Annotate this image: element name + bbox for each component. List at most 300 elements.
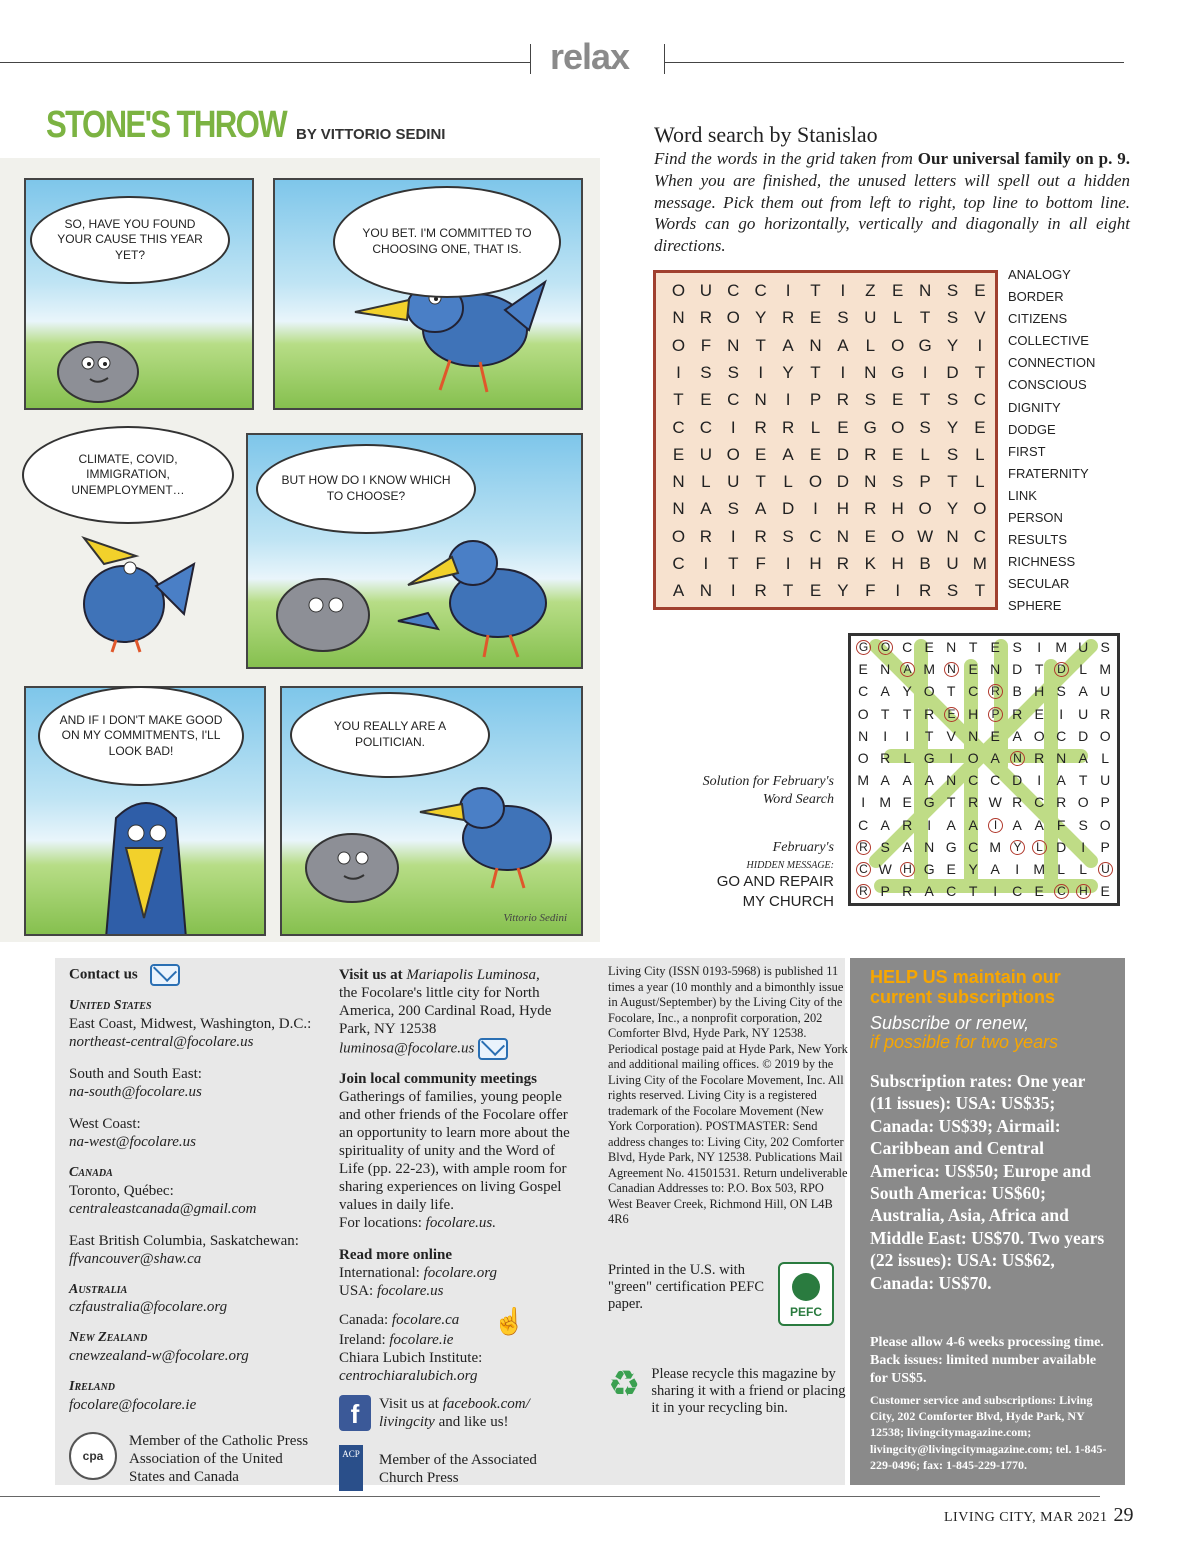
solution-letter-text: O [857,750,869,766]
solution-letter [921,660,937,679]
solution-letter [1031,816,1047,835]
solution-letter-text: N [924,838,935,855]
website-link[interactable]: centrochiaralubich.org [339,1368,478,1385]
solution-letter [921,638,937,657]
solution-letter-text: H [1076,884,1091,899]
solution-letter-text: U [1098,862,1113,877]
grid-letter: E [809,581,822,601]
solution-letter [1009,727,1025,746]
grid-letter: A [782,335,794,355]
word-list-item: LINK [1008,487,1037,503]
solution-letter-text: T [1034,661,1044,678]
grid-letter: I [730,526,736,546]
solution-label: Solution for February's Word Search [702,774,834,808]
solution-letter-text: N [946,772,957,789]
grid-letter: D [946,362,959,382]
solution-letter-text: A [1078,750,1088,766]
solution-letter [899,749,915,768]
solution-letter-text: N [944,662,959,677]
solution-letter-circled [899,860,915,879]
grid-letter: R [781,308,795,328]
solution-letter-text: D [1012,661,1023,678]
grid-letter: O [808,472,823,492]
solution-letter [1075,793,1091,812]
grid-letter: C [973,390,987,410]
solution-letter-text: A [880,772,890,789]
online-label: Canada: [339,1312,389,1328]
grid-letter: I [785,554,791,573]
facebook-tail: and like us! [438,1414,509,1431]
solution-letter [921,705,937,724]
solution-letter [1097,816,1113,835]
grid-letter: T [673,390,684,410]
solution-letter-circled [1031,838,1047,857]
solution-letter [877,749,893,768]
word-list-item: RESULTS [1008,532,1067,548]
grid-letter: R [754,581,767,601]
grid-letter: G [863,417,877,437]
solution-letter-text: O [878,640,893,655]
email-link[interactable]: focolare@focolare.ie [69,1396,197,1413]
solution-letter [987,660,1003,679]
grid-letter: O [891,526,905,546]
facebook-link[interactable]: facebook.com/ livingcity [379,1396,530,1431]
solution-letter-text: Y [902,683,912,700]
solution-letter [1009,705,1025,724]
grid-letter: R [699,526,713,546]
grid-letter: Y [837,581,849,601]
grid-letter: I [676,362,681,382]
website-link[interactable]: focolare.ie [389,1332,454,1349]
solution-letter-text: P [880,883,890,900]
solution-letter-text: C [856,862,871,877]
publication-column [608,964,848,1418]
grid-letter: K [864,554,876,573]
solution-letter-circled [1053,882,1069,901]
grid-letter: D [836,444,850,464]
solution-letter [1031,749,1047,768]
solution-letter [855,705,871,724]
header-divider-left [530,44,531,74]
grid-letter: E [892,390,904,410]
grid-letter: C [809,526,822,546]
solution-letter-text: A [924,883,934,900]
solution-letter-text: D [1056,838,1067,855]
solution-letter [965,638,981,657]
word-list-item: RICHNESS [1008,554,1076,570]
solution-letter [965,727,981,746]
solution-letter-text: R [968,794,979,811]
solution-letter-text: P [1100,838,1110,855]
solution-letter-text: T [924,727,934,744]
word-list-item: DIGNITY [1008,399,1061,415]
grid-letter: E [809,444,822,464]
solution-letter [1097,793,1113,812]
grid-letter: N [864,362,877,382]
grid-letter: T [919,390,931,410]
grid-letter: A [755,499,767,519]
solution-letter [1097,638,1113,657]
grid-letter: S [946,444,959,464]
solution-letter-text: A [990,750,1000,766]
solution-letter-text: A [1078,683,1088,700]
grid-letter: T [810,362,821,382]
grid-letter: I [977,335,983,355]
printed-text: Printed in the U.S. with "green" certification PEFC paper. [608,1261,764,1313]
solution-letter-circled [987,705,1003,724]
solution-letter-text: L [1101,750,1110,766]
solution-letter-text: T [946,794,956,811]
solution-letter [1031,882,1047,901]
website-link[interactable]: focolare.us [376,1283,444,1299]
hidden-label-month: February's [772,840,834,855]
solution-letter-text: I [861,794,866,811]
solution-letter [1009,793,1025,812]
solution-letter-text: E [968,661,978,678]
word-list-item: BORDER [1008,289,1064,305]
email-link[interactable]: na-west@focolare.us [69,1133,196,1150]
word-list-item: SECULAR [1008,576,1070,592]
grid-letter: U [864,308,877,328]
grid-letter: S [837,308,849,328]
grid-letter: I [785,281,791,300]
instructions-text-2: When you are finished, the unused letters will spell out a hidden message. Pick them out from left to right, top line to bottom line. Words can go horizontally, vertically and diagonally in all eight directions. [654,170,1130,255]
grid-letter: I [730,417,736,437]
email-link[interactable]: czfaustralia@focolare.org [69,1299,228,1316]
solution-letter-text: N [946,639,957,655]
solution-letter-text: C [858,816,869,833]
grid-letter: G [891,362,905,382]
email-link[interactable]: luminosa@focolare.us [339,1040,475,1057]
solution-letter-text: C [990,772,1001,789]
instructions-source: Our universal family on p. 9. [917,149,1131,168]
solution-letter-circled [987,682,1003,701]
grid-letter: L [892,308,903,328]
grid-letter: U [946,554,959,573]
meetings-text: Gatherings of families, young people and other friends of the Focolare offer an opportunity to learn more about the spirituality of unity and the Word of Life (pp. 22-23), with ample room for sharing experiences on living Gospel values in daily life. [339,1089,570,1213]
grid-letter: S [864,390,876,410]
solution-letter [965,838,981,857]
grid-letter: A [672,581,685,601]
website-link[interactable]: focolare.org [423,1265,498,1281]
solution-letter [965,860,981,879]
solution-letter [1053,816,1069,835]
solution-letter-text: A [1012,816,1022,833]
solution-letter [1053,793,1069,812]
contact-column [69,964,329,1486]
solution-letter-text: R [856,884,871,899]
solution-letter [877,838,893,857]
solution-letter-text: M [879,794,892,811]
solution-letter [877,682,893,701]
solution-letter [1031,793,1047,812]
grid-letter: S [919,417,931,437]
solution-letter [1075,838,1091,857]
solution-letter-text: A [946,816,956,833]
speech-bubble-5: AND IF I DON'T MAKE GOOD ON MY COMMITMENTS, I'LL LOOK BAD! [38,686,244,786]
speech-bubble-2: YOU BET. I'M COMMITTED TO CHOOSING ONE, THAT IS. [333,186,561,298]
country-label: United States [69,998,152,1013]
grid-letter: S [727,499,739,519]
grid-letter: S [700,362,712,382]
grid-letter: C [727,390,740,410]
solution-letter-circled [1009,749,1025,768]
grid-letter: E [892,444,904,464]
grid-letter: R [699,308,713,328]
solution-letter [1031,860,1047,879]
tree-icon [792,1273,820,1301]
grid-letter: T [974,581,986,601]
grid-letter: O [973,499,987,519]
speech-bubble-4: BUT HOW DO I KNOW WHICH TO CHOOSE? [256,444,476,534]
cpa-logo [69,1432,117,1480]
grid-letter: U [727,472,740,492]
solution-letter [1053,749,1069,768]
solution-letter [1075,727,1091,746]
solution-letter-text: C [902,639,913,655]
instructions-text: Find the words in the grid taken from [654,149,913,168]
solution-letter [965,749,981,768]
solution-letter-text: U [1100,683,1111,700]
grid-letter: O [891,335,905,355]
grid-letter: N [836,526,850,546]
comic-strip [0,158,600,942]
solution-letter-text: N [1056,750,1067,766]
solution-letter-text: U [1078,639,1089,655]
email-link[interactable]: northeast-central@focolare.us [69,1033,254,1050]
solution-letter-text: V [946,727,956,744]
grid-letter: C [727,281,740,300]
solution-letter [899,638,915,657]
grid-letter: N [918,281,932,300]
solution-letter-text: C [1034,794,1045,811]
solution-letter [1009,660,1025,679]
region-label: Toronto, Québec: [69,1182,174,1199]
answer-line-1: GO AND REPAIR [716,873,834,890]
solution-letter-text: A [880,683,890,700]
solution-letter-text: A [968,816,978,833]
solution-letter-text: T [902,705,912,722]
solution-letter-text: A [924,772,934,789]
solution-letter-circled [987,816,1003,835]
grid-letter: I [758,362,764,382]
solution-letter-text: A [902,838,912,855]
grid-letter: O [671,335,686,355]
grid-letter: D [836,472,850,492]
solution-letter [943,838,959,857]
grid-letter: D [781,499,795,519]
solution-letter [943,793,959,812]
solution-letter-text: G [856,640,871,655]
solution-letter [1031,771,1047,790]
solution-letter [1031,638,1047,657]
word-list-item: DODGE [1008,421,1056,437]
solution-letter [965,816,981,835]
word-list-item: COLLECTIVE [1008,333,1089,349]
grid-letter: E [837,417,849,437]
grid-letter: S [892,472,904,492]
grid-letter: N [699,581,713,601]
solution-letter [1009,882,1025,901]
answer-line-2: MY CHURCH [742,892,834,910]
grid-letter: N [672,472,685,492]
grid-letter: N [672,499,685,519]
solution-letter [1097,682,1113,701]
solution-letter [921,816,937,835]
word-list-item: FIRST [1008,443,1046,459]
solution-letter [899,816,915,835]
grid-letter: H [891,499,904,519]
solution-letter-text: R [1056,794,1067,811]
folio-text: LIVING CITY, MAR 2021 [944,1510,1108,1525]
grid-letter: T [947,472,958,492]
solution-letter-text: W [988,794,1002,811]
solution-letter-text: G [945,838,957,855]
grid-letter: R [754,526,767,546]
contact-heading: Contact us [69,966,138,983]
grid-letter: I [840,362,846,382]
solution-letter [1097,749,1113,768]
subscription-rates: Subscription rates: One year (11 issues): USA: US$35; Canada: US$39; Airmail: Caribbean and Central America: US$50; Europe and South America: US$60; Australia, Asia, Africa and Middle East: US$70. Two years (22 issues): USA: US$62, Canada: US$70. [870,1071,1105,1293]
solution-letter-text: O [1077,794,1089,811]
grid-letter: A [782,444,794,464]
grid-letter: C [672,417,685,437]
solution-letter [965,682,981,701]
locations-label: For locations: [339,1215,422,1231]
footer-rule [0,1496,1100,1497]
solution-letter-text: A [1056,772,1066,789]
solution-letter-text: C [1056,727,1067,744]
solution-letter [1075,660,1091,679]
grid-letter: B [919,554,931,573]
grid-letter: R [781,417,795,437]
grid-letter: H [891,554,904,573]
grid-letter: H [836,499,850,519]
region-label: East British Columbia, Saskatchewan: [69,1232,299,1249]
solution-letter-text: H [1034,683,1045,700]
country-label: Ireland [69,1379,116,1395]
solution-letter-text: M [1033,861,1046,877]
email-link[interactable]: cnewzealand-w@focolare.org [69,1348,249,1365]
solution-letter-text: R [1012,794,1023,811]
solution-letter-text: P [988,707,1003,722]
region-label: East Coast, Midwest, Washington, D.C.: [69,1015,312,1032]
hidden-message-answer [690,872,834,911]
email-link[interactable]: na-south@focolare.us [69,1083,202,1100]
solution-letter [1009,638,1025,657]
grid-letter: P [809,390,822,410]
grid-letter: H [809,554,822,573]
solution-letter-text: I [883,727,888,744]
solution-letter [877,727,893,746]
solution-letter [1053,682,1069,701]
online-label: USA: [339,1283,374,1299]
grid-letter: E [700,390,712,410]
solution-letter [1053,727,1069,746]
institute-label: Chiara Lubich Institute: [339,1350,483,1367]
website-link[interactable]: focolare.ca [391,1312,460,1328]
solution-letter [943,816,959,835]
grid-letter: E [974,281,986,300]
solution-letter [899,793,915,812]
solution-letter-text: P [1100,794,1110,811]
solution-letter [987,838,1003,857]
solution-letter-text: M [1099,661,1112,678]
country-label: Canada [69,1164,113,1180]
online-heading: Read more online [339,1247,453,1263]
grid-letter: E [809,308,822,328]
grid-letter: O [726,308,740,328]
grid-letter: I [895,581,901,601]
solution-letter-text: I [1037,639,1042,655]
solution-letter-text: T [946,683,956,700]
country-label: Australia [69,1281,128,1297]
word-search-instructions [654,148,1130,257]
grid-letter: C [699,417,713,437]
word-search-grid [653,270,998,610]
grid-letter: O [918,499,932,519]
solution-letter-circled [1053,660,1069,679]
grid-letter: A [837,335,849,355]
solution-letter-text: C [858,683,869,700]
solution-letter-text: C [968,683,979,700]
solution-letter-text: R [880,750,891,766]
visit-description: the Focolare's little city for North America, 200 Cardinal Road, Hyde Park, NY 12538 [339,985,552,1037]
grid-letter: Y [946,499,959,519]
recycle-text: Please recycle this magazine by sharing it with a friend or placing it in your recycling bin. [651,1365,846,1417]
solution-letter [943,860,959,879]
solution-letter-text: O [923,683,935,700]
subheading-line-1: Subscribe or renew, [870,1013,1030,1033]
word-list-item: CONNECTION [1008,355,1096,371]
solution-letter [1075,682,1091,701]
solution-letter [877,771,893,790]
grid-letter: S [946,581,959,601]
email-link[interactable]: ffvancouver@shaw.ca [69,1250,202,1267]
solution-letter [965,771,981,790]
locations-link[interactable]: focolare.us. [425,1215,496,1231]
solution-letter [1053,771,1069,790]
email-link[interactable]: centraleastcanada@gmail.com [69,1200,257,1217]
solution-letter [1075,860,1091,879]
solution-grid [848,633,1120,906]
solution-letter-text: E [1034,883,1044,900]
solution-letter-text: T [968,639,978,655]
solution-letter-text: E [990,727,1000,744]
solution-letter-text: I [988,818,1003,833]
solution-letter [965,660,981,679]
grid-letter: T [974,362,986,382]
solution-letter-text: G [923,750,935,766]
facebook-icon[interactable]: f [339,1395,371,1431]
solution-letter-text: D [1078,727,1089,744]
solution-letter-text: R [1012,705,1023,722]
grid-letter: I [840,281,846,300]
grid-letter: I [703,554,709,573]
grid-letter: P [919,472,931,492]
solution-letter [899,838,915,857]
visit-place: Mariapolis Luminosa, [406,967,540,983]
solution-letter-text: C [946,883,957,900]
solution-letter-text: Y [1010,840,1025,855]
solution-letter [1097,660,1113,679]
solution-letter [987,860,1003,879]
grid-letter: F [865,581,876,601]
solution-letter [1053,705,1069,724]
solution-letter-text: T [968,883,978,900]
solution-letter-text: I [1015,861,1020,877]
info-box [55,958,848,1487]
